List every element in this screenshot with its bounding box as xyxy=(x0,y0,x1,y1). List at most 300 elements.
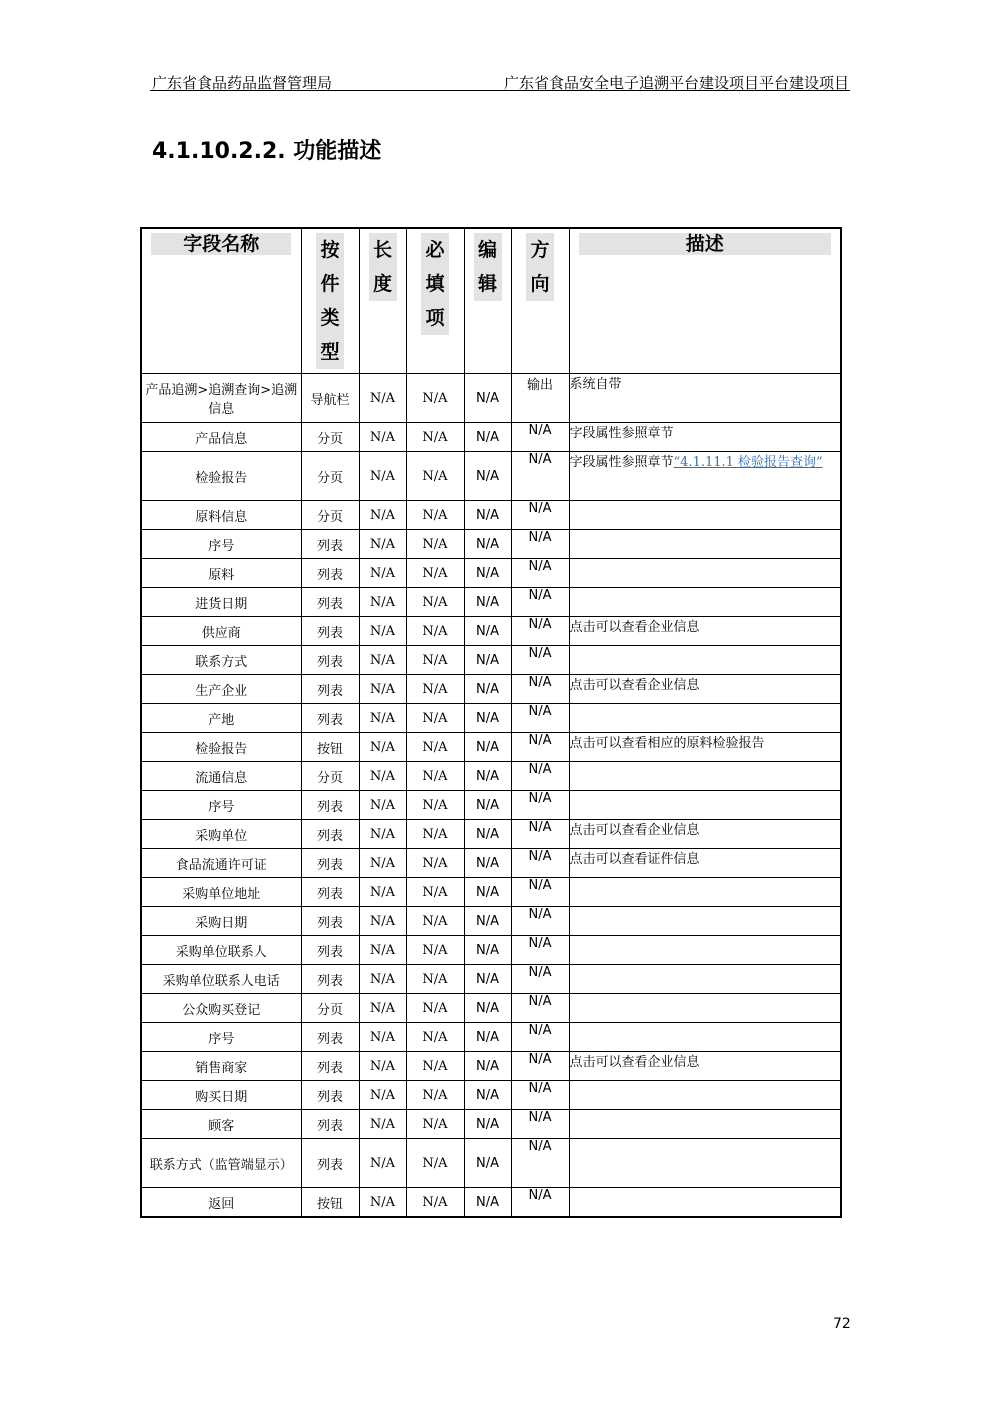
cell-direction xyxy=(511,733,569,762)
cell-field-name xyxy=(141,617,301,646)
cell-field-name xyxy=(141,1081,301,1110)
cell-direction-text: N/A xyxy=(528,1052,552,1067)
cell-control-type xyxy=(301,646,359,675)
cell-control-type xyxy=(301,1023,359,1052)
cell-required-text: N/A xyxy=(422,652,448,668)
cell-required-text: N/A xyxy=(422,1000,448,1016)
cell-field-name xyxy=(141,907,301,936)
cell-field-name xyxy=(141,423,301,452)
cell-required xyxy=(406,452,464,501)
table-row xyxy=(141,501,841,530)
cell-required xyxy=(406,849,464,878)
table-row xyxy=(141,965,841,994)
cell-direction-text: N/A xyxy=(528,1110,552,1125)
cell-direction xyxy=(511,1081,569,1110)
cell-description xyxy=(569,791,841,820)
cell-direction xyxy=(511,849,569,878)
cell-direction xyxy=(511,559,569,588)
cell-direction xyxy=(511,1110,569,1139)
cell-required xyxy=(406,675,464,704)
cell-length-text: N/A xyxy=(369,942,396,958)
cell-required-text: N/A xyxy=(422,1194,448,1210)
cell-field-name xyxy=(141,588,301,617)
cell-control-type-text: 列表 xyxy=(316,1031,343,1047)
table-row xyxy=(141,733,841,762)
cell-description xyxy=(569,1188,841,1218)
cell-editable xyxy=(464,1110,511,1139)
cell-description xyxy=(569,617,841,646)
cell-length-text: N/A xyxy=(369,971,396,987)
cell-control-type-text: 列表 xyxy=(316,1089,343,1105)
cell-field-name xyxy=(141,501,301,530)
cell-field-name-text: 检验报告 xyxy=(195,741,248,757)
cell-required xyxy=(406,704,464,733)
cell-description xyxy=(569,936,841,965)
cell-editable-text: N/A xyxy=(476,913,499,929)
cell-control-type xyxy=(301,733,359,762)
cell-required-text: N/A xyxy=(422,797,448,813)
cell-required-text: N/A xyxy=(422,1058,448,1074)
cell-field-name xyxy=(141,878,301,907)
cell-control-type xyxy=(301,1188,359,1218)
cell-direction-text: N/A xyxy=(528,530,552,545)
cell-length xyxy=(359,1188,406,1218)
cell-direction xyxy=(511,452,569,501)
cell-editable-text: N/A xyxy=(476,855,499,871)
cell-required-text: N/A xyxy=(422,468,448,484)
cell-description xyxy=(569,878,841,907)
cell-required xyxy=(406,878,464,907)
cell-direction-text: N/A xyxy=(528,907,552,922)
cell-direction xyxy=(511,1188,569,1218)
cell-field-name-text: 采购单位 xyxy=(195,828,248,844)
cell-field-name-text: 供应商 xyxy=(201,625,241,641)
cell-editable xyxy=(464,374,511,423)
cell-field-name-text: 联系方式 xyxy=(195,654,248,670)
cell-control-type-text: 按钮 xyxy=(316,741,343,757)
cell-length-text: N/A xyxy=(369,623,396,639)
cell-required xyxy=(406,530,464,559)
cell-required xyxy=(406,646,464,675)
cell-editable-text: N/A xyxy=(476,971,499,987)
cell-description-text: 点击可以查看企业信息 xyxy=(569,620,700,635)
cell-control-type-text: 列表 xyxy=(316,683,343,699)
cell-editable xyxy=(464,646,511,675)
cell-field-name-text: 顾客 xyxy=(208,1118,235,1134)
cell-editable-text: N/A xyxy=(476,710,499,726)
cell-length xyxy=(359,1139,406,1188)
cell-control-type xyxy=(301,965,359,994)
cell-control-type-text: 分页 xyxy=(316,770,343,786)
cell-required-text: N/A xyxy=(422,623,448,639)
cell-field-name xyxy=(141,1110,301,1139)
cell-length xyxy=(359,704,406,733)
cell-control-type-text: 按钮 xyxy=(316,1196,343,1212)
cell-required xyxy=(406,994,464,1023)
cell-field-name xyxy=(141,820,301,849)
table-row xyxy=(141,452,841,501)
cell-direction-text: N/A xyxy=(528,791,552,806)
cell-length xyxy=(359,849,406,878)
cell-control-type xyxy=(301,704,359,733)
cell-field-name-text: 联系方式（监管端显示） xyxy=(149,1157,293,1173)
table-row xyxy=(141,1023,841,1052)
cell-required xyxy=(406,965,464,994)
cell-field-name-text: 采购单位联系人电话 xyxy=(162,973,280,989)
table-row xyxy=(141,1139,841,1188)
cell-field-name xyxy=(141,1139,301,1188)
cell-length xyxy=(359,994,406,1023)
cell-editable-text: N/A xyxy=(476,468,499,484)
cell-control-type-text: 列表 xyxy=(316,1157,343,1173)
cell-editable xyxy=(464,849,511,878)
cell-description xyxy=(569,1139,841,1188)
cell-required-text: N/A xyxy=(422,855,448,871)
cell-description-text: 字段属性参照章节 xyxy=(569,455,674,470)
cell-editable-text: N/A xyxy=(476,594,499,610)
cell-required xyxy=(406,1188,464,1218)
cell-length-text: N/A xyxy=(369,710,396,726)
cell-editable-text: N/A xyxy=(476,768,499,784)
cell-editable xyxy=(464,791,511,820)
cell-control-type xyxy=(301,501,359,530)
cell-description-text: 点击可以查看证件信息 xyxy=(569,852,700,867)
cell-description xyxy=(569,820,841,849)
cell-description-text: 点击可以查看企业信息 xyxy=(569,823,700,838)
cell-control-type xyxy=(301,907,359,936)
cell-control-type xyxy=(301,791,359,820)
cell-length-text: N/A xyxy=(369,536,396,552)
cell-field-name-text: 原料 xyxy=(208,567,235,583)
cell-field-name xyxy=(141,791,301,820)
cell-direction xyxy=(511,1052,569,1081)
cell-length xyxy=(359,1052,406,1081)
cell-required xyxy=(406,791,464,820)
cell-field-name xyxy=(141,1052,301,1081)
cell-required-text: N/A xyxy=(422,913,448,929)
cell-field-name xyxy=(141,1188,301,1218)
table-row xyxy=(141,1188,841,1218)
table-row xyxy=(141,762,841,791)
table-row xyxy=(141,849,841,878)
cell-control-type xyxy=(301,1110,359,1139)
cell-description-text: 点击可以查看企业信息 xyxy=(569,678,700,693)
cell-field-name-text: 销售商家 xyxy=(195,1060,248,1076)
cell-description xyxy=(569,965,841,994)
cell-field-name-text: 产地 xyxy=(208,712,235,728)
cell-required-text: N/A xyxy=(422,739,448,755)
table-row xyxy=(141,878,841,907)
cell-direction xyxy=(511,907,569,936)
cell-direction xyxy=(511,820,569,849)
cell-required xyxy=(406,559,464,588)
cell-required-text: N/A xyxy=(422,507,448,523)
table-row xyxy=(141,791,841,820)
cell-required-text: N/A xyxy=(422,1087,448,1103)
cell-direction xyxy=(511,994,569,1023)
cell-required-text: N/A xyxy=(422,1155,448,1171)
table-row xyxy=(141,423,841,452)
cell-required-text: N/A xyxy=(422,768,448,784)
cell-direction-text: N/A xyxy=(528,588,552,603)
cell-control-type-text: 列表 xyxy=(316,857,343,873)
cell-field-name-text: 采购单位联系人 xyxy=(175,944,267,960)
cell-editable-text: N/A xyxy=(476,942,499,958)
cell-control-type xyxy=(301,762,359,791)
cell-length xyxy=(359,530,406,559)
table-row xyxy=(141,820,841,849)
cell-length-text: N/A xyxy=(369,507,396,523)
cell-direction-text: 输出 xyxy=(526,378,553,393)
cell-length xyxy=(359,374,406,423)
cell-field-name-text: 采购日期 xyxy=(195,915,248,931)
cell-required xyxy=(406,733,464,762)
cell-description xyxy=(569,452,841,501)
cell-length-text: N/A xyxy=(369,1058,396,1074)
cell-description xyxy=(569,1023,841,1052)
cell-field-name xyxy=(141,530,301,559)
cell-length xyxy=(359,936,406,965)
cell-direction-text: N/A xyxy=(528,617,552,632)
cell-editable-text: N/A xyxy=(476,739,499,755)
cell-control-type xyxy=(301,878,359,907)
cell-direction xyxy=(511,530,569,559)
cell-required xyxy=(406,1023,464,1052)
cell-field-name-text: 检验报告 xyxy=(195,470,248,486)
table-row xyxy=(141,530,841,559)
cell-editable xyxy=(464,423,511,452)
cell-editable-text: N/A xyxy=(476,565,499,581)
cell-length-text: N/A xyxy=(369,1194,396,1210)
section-reference-link[interactable]: “4.1.11.1 检验报告查询” xyxy=(673,455,823,470)
cell-field-name xyxy=(141,704,301,733)
cell-description xyxy=(569,907,841,936)
table-row xyxy=(141,675,841,704)
cell-control-type xyxy=(301,588,359,617)
cell-control-type-text: 列表 xyxy=(316,1118,343,1134)
cell-length xyxy=(359,733,406,762)
cell-length-text: N/A xyxy=(369,594,396,610)
cell-description xyxy=(569,646,841,675)
cell-required-text: N/A xyxy=(422,390,448,406)
cell-direction-text: N/A xyxy=(528,849,552,864)
cell-control-type-text: 分页 xyxy=(316,470,343,486)
cell-field-name xyxy=(141,646,301,675)
cell-direction xyxy=(511,965,569,994)
cell-length xyxy=(359,791,406,820)
cell-description xyxy=(569,704,841,733)
cell-length-text: N/A xyxy=(369,797,396,813)
cell-editable xyxy=(464,588,511,617)
cell-control-type xyxy=(301,374,359,423)
header-direction: 方 向 xyxy=(511,228,569,374)
cell-direction-text: N/A xyxy=(528,1081,552,1096)
cell-description xyxy=(569,588,841,617)
cell-control-type-text: 列表 xyxy=(316,538,343,554)
table-row xyxy=(141,936,841,965)
cell-required-text: N/A xyxy=(422,710,448,726)
cell-required xyxy=(406,820,464,849)
cell-direction-text: N/A xyxy=(528,878,552,893)
table-row xyxy=(141,907,841,936)
cell-required-text: N/A xyxy=(422,536,448,552)
cell-required-text: N/A xyxy=(422,429,448,445)
cell-control-type-text: 列表 xyxy=(316,828,343,844)
cell-control-type-text: 分页 xyxy=(316,431,343,447)
cell-length-text: N/A xyxy=(369,429,396,445)
cell-editable xyxy=(464,1139,511,1188)
cell-direction-text: N/A xyxy=(528,1139,552,1154)
cell-editable xyxy=(464,501,511,530)
cell-length xyxy=(359,907,406,936)
cell-length xyxy=(359,423,406,452)
cell-field-name-text: 购买日期 xyxy=(195,1089,248,1105)
cell-editable-text: N/A xyxy=(476,390,499,406)
cell-editable-text: N/A xyxy=(476,507,499,523)
cell-direction xyxy=(511,588,569,617)
cell-direction-text: N/A xyxy=(528,1023,552,1038)
cell-editable-text: N/A xyxy=(476,1116,499,1132)
cell-description xyxy=(569,1110,841,1139)
cell-editable xyxy=(464,704,511,733)
cell-description xyxy=(569,762,841,791)
cell-description xyxy=(569,675,841,704)
cell-editable-text: N/A xyxy=(476,1058,499,1074)
cell-required xyxy=(406,1081,464,1110)
cell-direction xyxy=(511,762,569,791)
cell-length-text: N/A xyxy=(369,565,396,581)
cell-control-type xyxy=(301,849,359,878)
cell-field-name-text: 返回 xyxy=(208,1196,235,1212)
cell-control-type xyxy=(301,675,359,704)
table-row xyxy=(141,646,841,675)
cell-editable-text: N/A xyxy=(476,1155,499,1171)
cell-length xyxy=(359,559,406,588)
cell-control-type-text: 列表 xyxy=(316,1060,343,1076)
cell-direction-text: N/A xyxy=(528,452,552,467)
cell-direction-text: N/A xyxy=(528,704,552,719)
cell-length-text: N/A xyxy=(369,855,396,871)
cell-description-text: 系统自带 xyxy=(569,377,622,392)
cell-control-type-text: 导航栏 xyxy=(310,392,350,408)
cell-direction-text: N/A xyxy=(528,675,552,690)
cell-editable xyxy=(464,617,511,646)
cell-direction-text: N/A xyxy=(528,733,552,748)
page-number: 72 xyxy=(833,1316,851,1332)
cell-length-text: N/A xyxy=(369,681,396,697)
cell-description xyxy=(569,849,841,878)
cell-length-text: N/A xyxy=(369,913,396,929)
cell-field-name-text: 流通信息 xyxy=(195,770,248,786)
cell-control-type xyxy=(301,1139,359,1188)
cell-direction-text: N/A xyxy=(528,501,552,516)
cell-length xyxy=(359,820,406,849)
cell-description xyxy=(569,1052,841,1081)
cell-field-name xyxy=(141,452,301,501)
cell-field-name-text: 序号 xyxy=(208,538,235,554)
cell-description xyxy=(569,530,841,559)
cell-field-name-text: 原料信息 xyxy=(195,509,248,525)
cell-required xyxy=(406,1052,464,1081)
cell-required xyxy=(406,501,464,530)
cell-control-type xyxy=(301,1081,359,1110)
table-row xyxy=(141,704,841,733)
cell-required xyxy=(406,374,464,423)
cell-required xyxy=(406,588,464,617)
cell-editable-text: N/A xyxy=(476,884,499,900)
cell-required-text: N/A xyxy=(422,971,448,987)
cell-editable-text: N/A xyxy=(476,623,499,639)
cell-required-text: N/A xyxy=(422,1116,448,1132)
cell-control-type xyxy=(301,559,359,588)
cell-control-type-text: 列表 xyxy=(316,915,343,931)
cell-length-text: N/A xyxy=(369,1116,396,1132)
cell-direction xyxy=(511,1023,569,1052)
table-header-row xyxy=(141,228,841,374)
header-control-type: 按 件 类 型 xyxy=(301,228,359,374)
cell-direction xyxy=(511,704,569,733)
cell-field-name-text: 序号 xyxy=(208,1031,235,1047)
cell-direction xyxy=(511,936,569,965)
table-row xyxy=(141,1052,841,1081)
cell-field-name-text: 采购单位地址 xyxy=(182,886,261,902)
cell-length xyxy=(359,1110,406,1139)
section-title: 4.1.10.2.2. 功能描述 xyxy=(152,139,382,164)
cell-direction xyxy=(511,501,569,530)
cell-editable xyxy=(464,452,511,501)
table-row xyxy=(141,374,841,423)
cell-direction xyxy=(511,423,569,452)
cell-required xyxy=(406,936,464,965)
cell-required xyxy=(406,762,464,791)
cell-control-type-text: 列表 xyxy=(316,886,343,902)
cell-field-name-text: 序号 xyxy=(208,799,235,815)
cell-field-name xyxy=(141,374,301,423)
cell-description xyxy=(569,423,841,452)
cell-required-text: N/A xyxy=(422,942,448,958)
cell-editable xyxy=(464,1188,511,1218)
cell-editable-text: N/A xyxy=(476,1029,499,1045)
cell-direction-text: N/A xyxy=(528,994,552,1009)
cell-control-type-text: 列表 xyxy=(316,973,343,989)
cell-description xyxy=(569,501,841,530)
cell-field-name-text: 产品追溯>追溯查询>追溯信息 xyxy=(145,383,298,417)
cell-length xyxy=(359,1023,406,1052)
cell-description-text: 点击可以查看企业信息 xyxy=(569,1055,700,1070)
cell-field-name-text: 生产企业 xyxy=(195,683,248,699)
cell-required xyxy=(406,1139,464,1188)
cell-field-name xyxy=(141,994,301,1023)
cell-required-text: N/A xyxy=(422,826,448,842)
cell-control-type-text: 列表 xyxy=(316,654,343,670)
cell-editable-text: N/A xyxy=(476,681,499,697)
header-rule xyxy=(150,90,850,91)
cell-editable-text: N/A xyxy=(476,1000,499,1016)
cell-description xyxy=(569,994,841,1023)
cell-length xyxy=(359,452,406,501)
cell-required-text: N/A xyxy=(422,1029,448,1045)
cell-direction xyxy=(511,374,569,423)
cell-length-text: N/A xyxy=(369,1029,396,1045)
cell-direction xyxy=(511,1139,569,1188)
cell-length xyxy=(359,588,406,617)
cell-length-text: N/A xyxy=(369,390,396,406)
cell-editable-text: N/A xyxy=(476,1194,499,1210)
cell-length xyxy=(359,878,406,907)
header-description: 描述 xyxy=(569,228,841,374)
cell-control-type-text: 列表 xyxy=(316,944,343,960)
cell-length xyxy=(359,646,406,675)
